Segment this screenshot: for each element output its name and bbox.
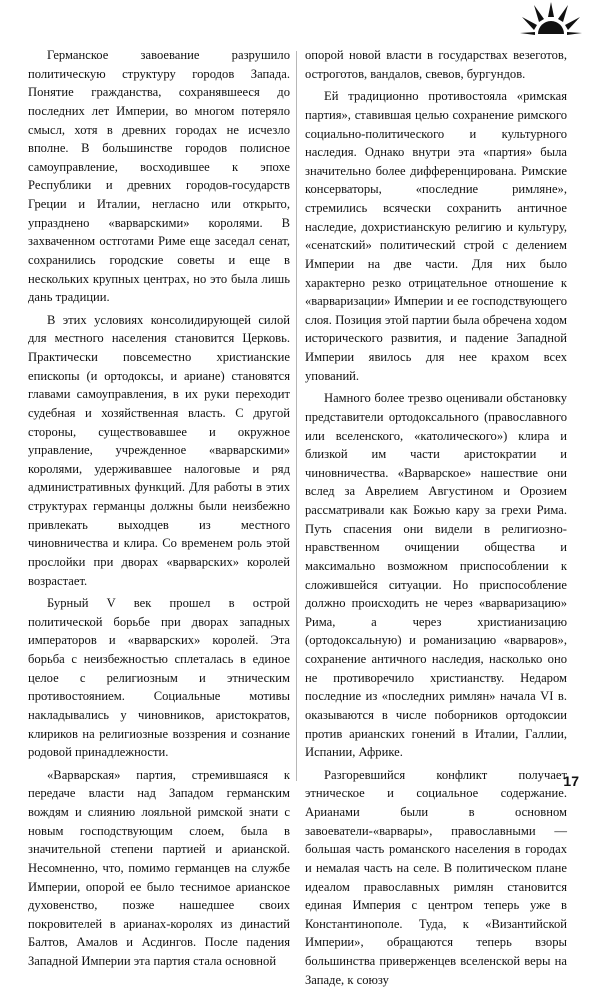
paragraph: Ей традиционно противостояла «римская партия», ставившая целью сохранение римского социально-политического и культурного наследия. Однако внутри эта «партия» была значительно более дифференцирована. Римские консерваторы, «последние римляне», стремились всячески сохранить античное наследие, дохристианскую религию и культуру, «сенатский» политический строй с делением Империи на две части. Для них было характерно резко отрицательное отношение к «варваризации» Империи и ее господствующего слоя. Позиция этой партии была обречена ходом исторического развития, и падение Западной Империи явилось для нее крахом всех упований. <box>305 89 567 383</box>
paragraph: В этих условиях консолидирующей силой для местного населения становится Церковь. Практически повсеместно христианские епископы (и ортодоксы, и ариане) становятся главами самоуправления, в их руки переходит судебная и хозяйственная власть. С другой стороны, существовавшее и окружное управление, учрежденное «варварскими» королями, удерживавшее налоговые и ряд административных функций. Для работы в этих структурах германцы должны были неизбежно привлекать выходцев из местного чиновничества и клира. Со временем роль этой прослойки при дворах «варварских» королей возрастает. <box>28 312 290 588</box>
paragraph: Бурный V век прошел в острой политической борьбе при дворах западных императоров и «варварских» королей. Эта борьба с неизбежностью сплеталась в единое целое с религиозным и этническим противостоянием. Социальные мотивы накладывались у чиновников, аристократов, клириков на религиозные воззрения и сознание родовой принадлежности. <box>28 596 290 760</box>
right-column <box>305 46 567 989</box>
left-column <box>28 46 290 971</box>
sunburst-icon <box>520 0 582 36</box>
page-number: 17 <box>563 773 579 789</box>
paragraph: «Варварская» партия, стремившаяся к передаче власти над Западом германским вождям и слиянию лояльной римской знати с новым господствующим слоем, была в значительной степени партией и арианской. Несомненно, что, помимо германцев на службе Империи, опорой ее было теснимое арианское духовенство, позже нашедшее своих покровителей в арианах-королях из династий Балтов, Амалов и Асдингов. После падения Западной Империи эта партия стала основной <box>28 767 290 968</box>
paragraph: Намного более трезво оценивали обстановку представители ортодоксального (православного или вселенского, «католического») клира и близкой им части аристократии и чиновничества. «Варварское» нашествие они вслед за Аврелием Августином и Орозием рассматривали как Божью кару за грехи Рима. Путь спасения они видели в религиозно-нравственном очищении общества и максимально возможном приспособлении к сложившейся ситуации. Но приспособление должно происходить не через «варваризацию» Рима, а через христианизацию (ортодоксальную) и романизацию «варваров», сохранение античного наследия, насколько оно не противоречило христианству. Недаром последние из «последних римлян» начала VI в. оказываются в числе поборников ортодоксии против арианских гонений в Италии, Галлии, Испании, Африке. <box>305 391 567 760</box>
column-divider <box>296 51 297 781</box>
paragraph: Германское завоевание разрушило политическую структуру городов Запада. Понятие гражданства, сохранявшееся до последних лет Империи, во многом потеряло смысл, хотя в древних городах не исчезло вполне. В большинстве городов полисное самоуправление, восходившее к эпохе Республики и древних городов-государств Греции и Италии, негласно или открыто, упразднено «варварскими» королями. В захваченном остготами Риме еще заседал сенат, сохранились городские советы и еще в нескольких крупных центрах, но это была лишь дань традиции. <box>28 48 290 305</box>
paragraph: Разгоревшийся конфликт получает этническое и социальное содержание. Арианами были в основном завоеватели-«варвары», православными — большая часть романского населения в городах и немалая часть на селе. В политическом плане идеалом православных римлян становится единая Империя с центром теперь уже в Константинополе. Туда, к «Византийской Империи», обращаются теперь взоры большинства приверженцев вселенской веры на Западе, к союзу <box>305 767 567 987</box>
paragraph-continuation: опорой новой власти в государствах везеготов, остроготов, вандалов, свевов, бургундов. <box>305 48 567 81</box>
